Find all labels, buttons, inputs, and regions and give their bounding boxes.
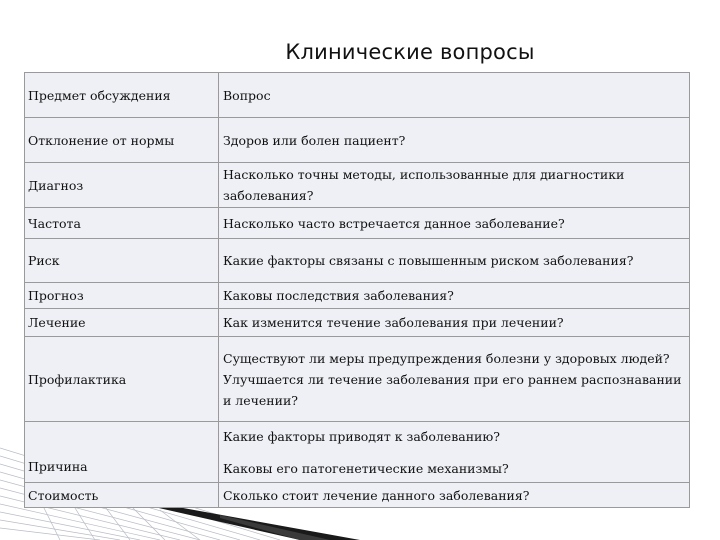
clinical-questions-table-wrapper xyxy=(24,72,690,508)
table-row xyxy=(25,163,690,208)
subject-cell: Лечение xyxy=(25,309,219,337)
table-row xyxy=(25,483,690,508)
table-row xyxy=(25,239,690,283)
table-row xyxy=(25,208,690,239)
question-cell xyxy=(219,483,690,508)
question-line: Существуют ли меры предупреждения болезни у здоровых людей? xyxy=(223,350,670,366)
table-row xyxy=(25,118,690,163)
subject-cell: Диагноз xyxy=(25,163,219,208)
question-line: Каковы последствия заболевания? xyxy=(223,288,454,303)
table-row xyxy=(25,309,690,337)
question-line: Насколько точны методы, использованные для диагностики xyxy=(223,167,625,182)
question-line: Насколько часто встречается данное заболевание? xyxy=(223,215,565,231)
question-line: и лечении? xyxy=(223,392,298,408)
table-row xyxy=(25,283,690,309)
table-row xyxy=(25,337,690,422)
question-cell xyxy=(219,163,690,208)
question-cell xyxy=(219,208,690,239)
table-header-row xyxy=(25,73,690,118)
subject-cell: Прогноз xyxy=(25,283,219,309)
question-line: Сколько стоит лечение данного заболевания? xyxy=(223,487,530,503)
subject-cell: Стоимость xyxy=(25,483,219,508)
question-line: Вопрос xyxy=(223,87,271,103)
question-cell xyxy=(219,422,690,483)
question-line: Улучшается ли течение заболевания при его раннем распознавании xyxy=(223,371,682,387)
question-line: Какие факторы связаны с повышенным риском заболевания? xyxy=(223,253,634,268)
slide-title: Клинические вопросы xyxy=(285,40,535,64)
question-cell xyxy=(219,239,690,283)
header-question-cell xyxy=(219,73,690,118)
subject-cell: Отклонение от нормы xyxy=(25,118,219,163)
question-line: заболевания? xyxy=(223,188,314,203)
subject-cell: Риск xyxy=(25,239,219,283)
question-cell xyxy=(219,337,690,422)
question-line: Какие факторы приводят к заболеванию? xyxy=(223,428,500,444)
question-cell xyxy=(219,283,690,309)
header-subject-cell: Предмет обсуждения xyxy=(25,73,219,118)
subject-cell: Частота xyxy=(25,208,219,239)
question-line: Здоров или болен пациент? xyxy=(223,132,406,148)
question-line: Как изменится течение заболевания при лечении? xyxy=(223,315,564,330)
question-cell xyxy=(219,309,690,337)
question-cell xyxy=(219,118,690,163)
table-row xyxy=(25,422,690,483)
question-line: Каковы его патогенетические механизмы? xyxy=(223,460,509,476)
subject-cell: Причина xyxy=(25,422,219,483)
subject-cell: Профилактика xyxy=(25,337,219,422)
clinical-questions-table xyxy=(24,72,690,508)
